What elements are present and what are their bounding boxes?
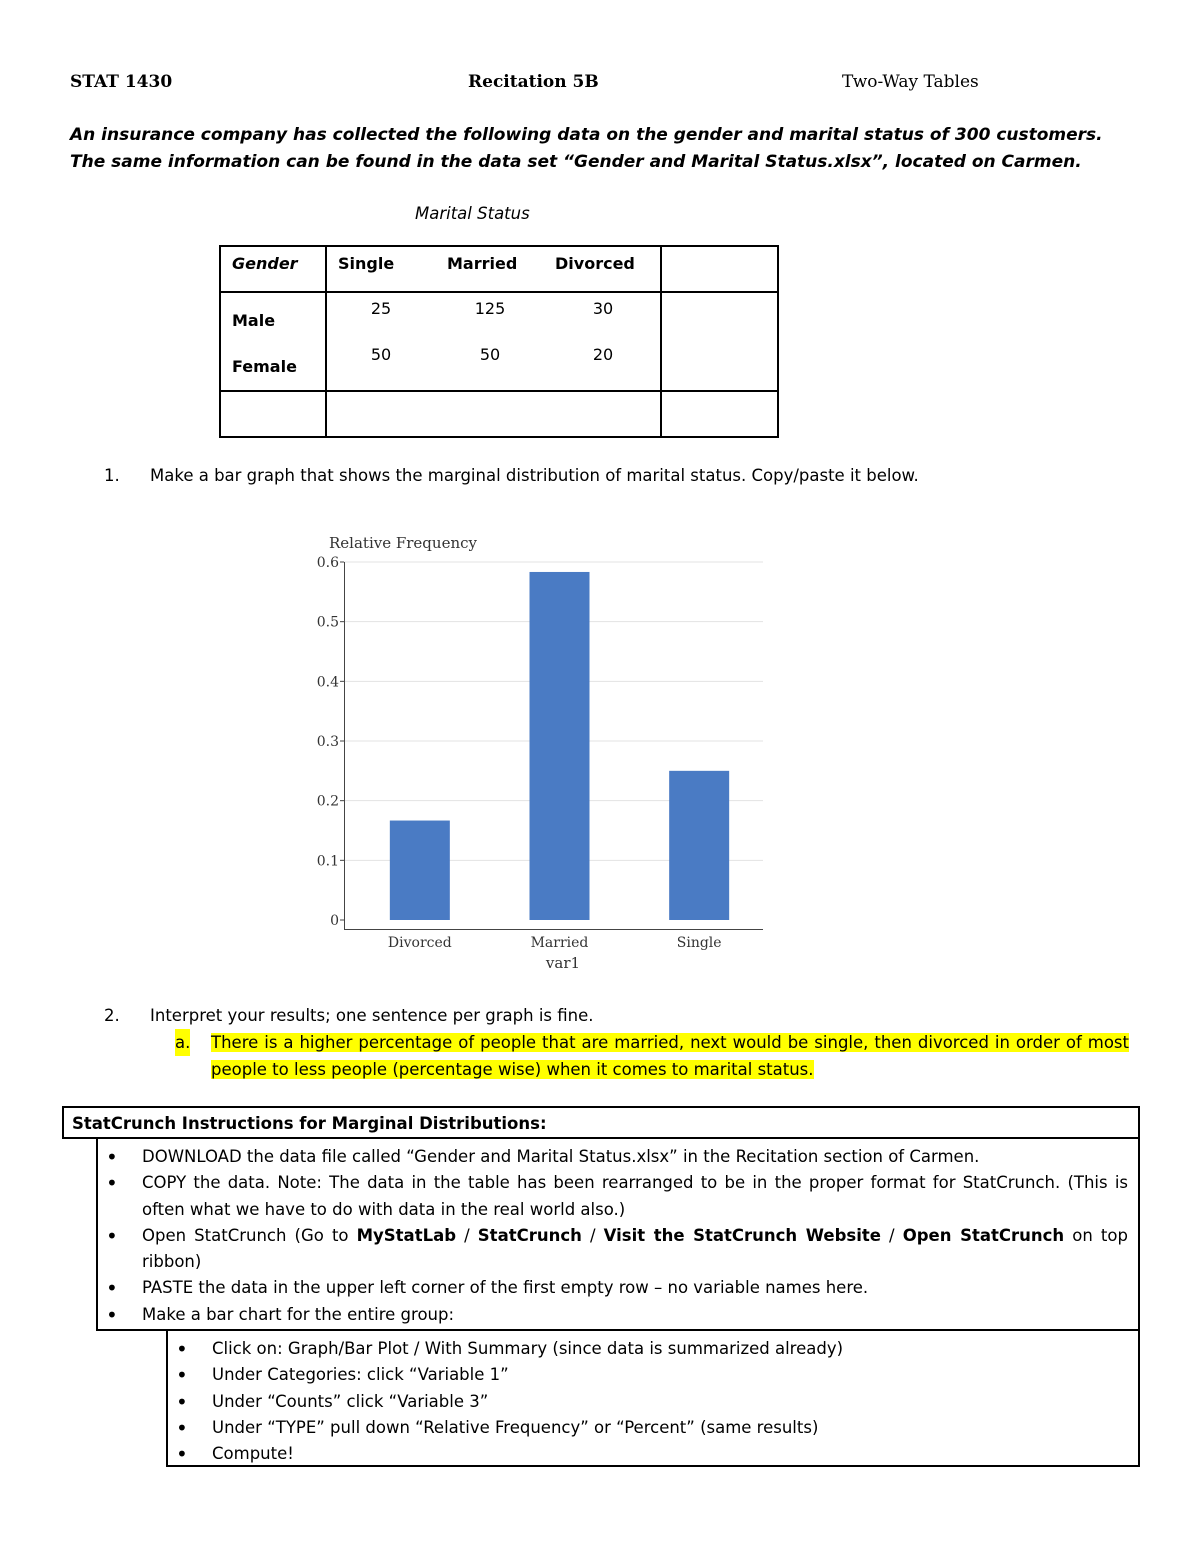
col-header-married: Married: [447, 254, 518, 273]
step-item: [98, 1275, 1138, 1301]
bar-divorced: [390, 821, 450, 920]
table-caption: Marital Status: [415, 204, 530, 223]
marginal-distribution-bar-chart: [300, 525, 780, 975]
y-tick-label: 0.4: [316, 674, 339, 691]
cell-male-married: 125: [474, 299, 506, 318]
step-5-text: Make a bar chart for the entire group:: [142, 1304, 455, 1324]
step-2-text: COPY the data. Note: The data in the table has been rearranged to be in the proper format for StatCrunch. (This is often what we have to do with data in the real world also.): [142, 1173, 1128, 1219]
instructions-steps-box: [96, 1137, 1140, 1331]
x-tick-label: Divorced: [387, 935, 452, 951]
col-header-single: Single: [338, 254, 395, 273]
question-1-text: Make a bar graph that shows the marginal distribution of marital status. Copy/paste it below.: [150, 466, 919, 485]
cell-female-divorced: 20: [592, 345, 614, 364]
bar-single: [669, 771, 729, 920]
x-tick-label: Single: [676, 935, 722, 951]
substep-item: • Under Categories: click “Variable 1”: [168, 1362, 1138, 1388]
step-4-text: PASTE the data in the upper left corner of the first empty row – no variable names here.: [142, 1278, 869, 1298]
column-total-cell: [326, 391, 661, 437]
cell-male-divorced: 30: [592, 299, 614, 318]
step-item: • Open StatCrunch (Go to MyStatLab / StatCrunch / Visit the StatCrunch Website / Open StatCrunch on top ribbon): [98, 1223, 1138, 1276]
footer-label-cell: [220, 391, 326, 437]
x-tick-label: Married: [530, 935, 589, 951]
x-axis-label: var1: [545, 954, 581, 972]
grand-total-cell: [661, 391, 778, 437]
instructions-title-box: [62, 1106, 1140, 1139]
y-tick-label: 0.1: [316, 853, 339, 870]
step-item: [98, 1144, 1138, 1170]
table-values: [326, 292, 661, 391]
row-labels: [220, 292, 326, 391]
y-tick-label: 0.5: [316, 614, 339, 631]
cell-male-single: 25: [370, 299, 392, 318]
answer-text: There is a higher percentage of people that are married, next would be single, then divorced in order of most people to less people (percentage wise) when it comes to marital status.: [211, 1033, 1129, 1079]
y-tick-label: 0.2: [316, 793, 339, 810]
section-title: Recitation 5B: [468, 72, 599, 92]
intro-paragraph: An insurance company has collected the following data on the gender and marital status of 300 customers. The same information can be found in the data set “Gender and Marital Status.xlsx”, located on Carmen.: [70, 125, 1103, 172]
column-headers: [326, 246, 661, 292]
question-2-number: 2.: [104, 1006, 120, 1025]
y-tick-label: 0.6: [316, 555, 339, 571]
col-header-divorced: Divorced: [555, 254, 635, 273]
y-tick-label: 0.3: [316, 734, 339, 750]
gender-header: Gender: [232, 254, 298, 273]
row-label-male: Male: [232, 311, 276, 330]
instructions-title: StatCrunch Instructions for Marginal Distributions:: [72, 1114, 547, 1133]
question-2-text: Interpret your results; one sentence per graph is fine.: [150, 1006, 594, 1025]
bar-married: [530, 572, 590, 920]
two-way-table: [219, 245, 779, 438]
question-1-number: 1.: [104, 466, 120, 485]
step-1-text: DOWNLOAD the data file called “Gender and Marital Status.xlsx” in the Recitation section of Carmen.: [142, 1147, 980, 1166]
substep-item: • Compute!: [168, 1441, 1138, 1467]
table-corner-cell: [220, 246, 326, 292]
cell-female-single: 50: [370, 345, 392, 364]
substep-item: • Under “TYPE” pull down “Relative Frequency” or “Percent” (same results): [168, 1415, 1138, 1441]
total-header-cell: [661, 246, 778, 292]
row-label-female: Female: [232, 357, 297, 376]
cell-female-married: 50: [479, 345, 501, 364]
y-tick-label: 0: [330, 913, 339, 929]
substep-item: • Under “Counts” click “Variable 3”: [168, 1389, 1138, 1415]
instructions-substeps-box: [166, 1329, 1140, 1467]
y-axis-label: Relative Frequency: [329, 534, 477, 552]
row-total-cell: [661, 292, 778, 391]
topic-title: Two-Way Tables: [842, 72, 979, 92]
step-item: [98, 1302, 1138, 1328]
course-code: STAT 1430: [70, 72, 173, 92]
substep-item: • Click on: Graph/Bar Plot / With Summary (since data is summarized already): [168, 1336, 1138, 1362]
step-item: [98, 1170, 1138, 1223]
answer-label: a.: [175, 1029, 190, 1056]
